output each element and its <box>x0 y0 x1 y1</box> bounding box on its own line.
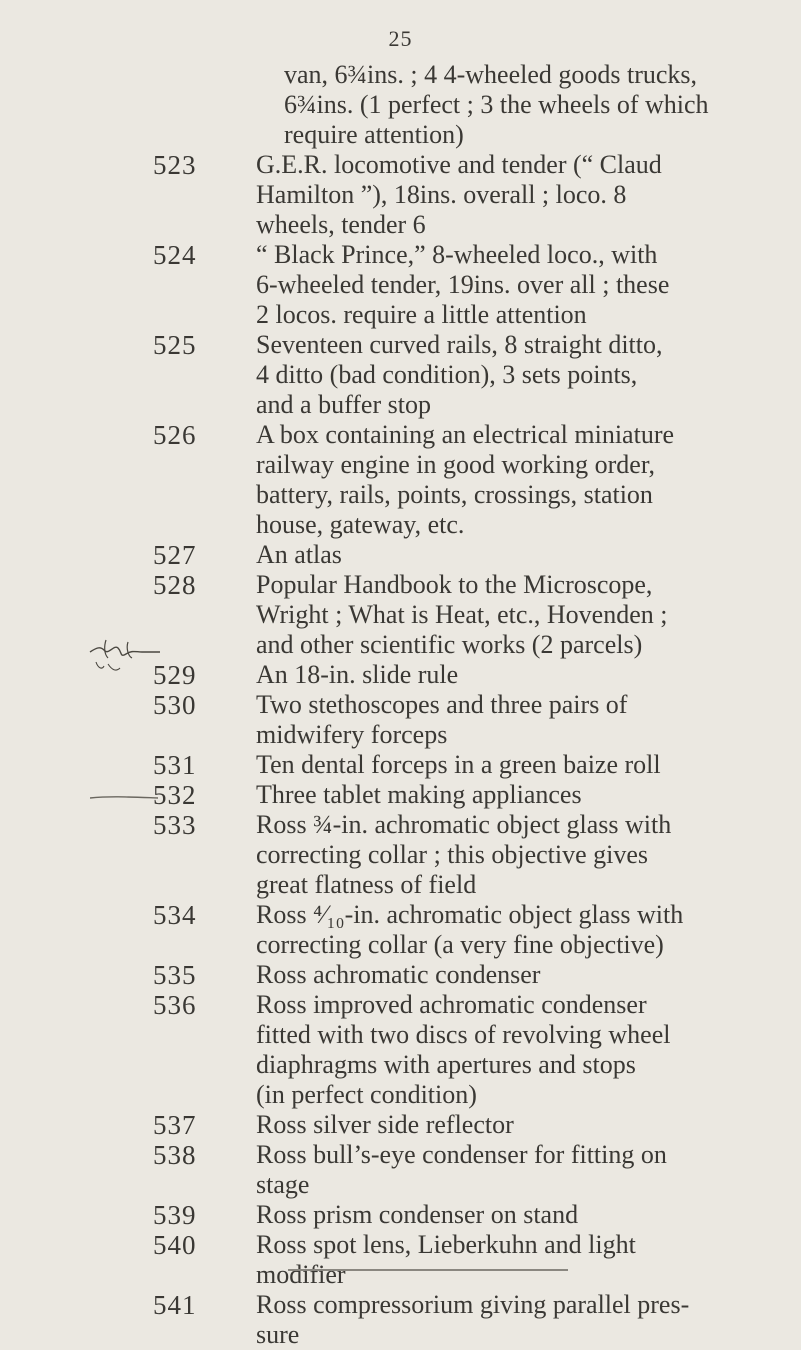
text-line: Ross compressorium giving parallel pres- <box>256 1290 690 1319</box>
lot-description <box>256 690 784 750</box>
lot-description <box>256 960 784 990</box>
lot-number: 526 <box>153 420 197 450</box>
lot-description <box>256 810 784 900</box>
lot-description <box>256 420 784 540</box>
end-rule <box>288 1269 568 1271</box>
text-line: Ross prism condenser on stand <box>256 1200 579 1229</box>
text-line: van, 6¾ins. ; 4 4-wheeled goods trucks, <box>284 60 698 89</box>
lot-number: 539 <box>153 1200 197 1230</box>
lot-description <box>256 1290 784 1350</box>
text-line: Ross bull’s-eye condenser for fitting on <box>256 1140 667 1169</box>
text-line: correcting collar ; this objective gives <box>256 840 649 869</box>
lot-description <box>256 900 784 960</box>
page-number: 25 <box>388 26 413 51</box>
lot-description <box>256 1140 784 1200</box>
text-line: require attention) <box>284 120 464 149</box>
text-line: railway engine in good working order, <box>256 450 655 479</box>
lot-number: 534 <box>153 900 197 930</box>
lot-description <box>256 1230 784 1290</box>
lot-description <box>256 540 784 570</box>
lot-number: 525 <box>153 330 197 360</box>
text-line: Ross achromatic condenser <box>256 960 541 989</box>
lot-description <box>256 330 784 420</box>
text-line: Two stethoscopes and three pairs of <box>256 690 628 719</box>
text-line: Ross ¾-in. achromatic object glass with <box>256 810 672 839</box>
lot-number: 529 <box>153 660 197 690</box>
text-line: modifier <box>256 1260 346 1289</box>
lot-number: 538 <box>153 1140 197 1170</box>
lot-number: 532 <box>153 780 197 810</box>
lot-description <box>256 150 784 240</box>
text-line: midwifery forceps <box>256 720 448 749</box>
lot-number: 533 <box>153 810 197 840</box>
text-line: G.E.R. locomotive and tender (“ Claud <box>256 150 662 179</box>
lot-description <box>256 570 784 660</box>
lot-number: 527 <box>153 540 197 570</box>
text-line: battery, rails, points, crossings, station <box>256 480 653 509</box>
text-line: “ Black Prince,” 8-wheeled loco., with <box>256 240 658 269</box>
continuation-text <box>256 60 784 150</box>
lot-description <box>256 660 784 690</box>
text-line: 4 ditto (bad condition), 3 sets points, <box>256 360 638 389</box>
lot-number: 540 <box>153 1230 197 1260</box>
text-line: Ross improved achromatic condenser <box>256 990 647 1019</box>
text-line: Popular Handbook to the Microscope, <box>256 570 653 599</box>
text-line: 2 locos. require a little attention <box>256 300 587 329</box>
text-line: sure <box>256 1320 300 1349</box>
text-line: house, gateway, etc. <box>256 510 465 539</box>
lot-description <box>256 240 784 330</box>
text-line: Ten dental forceps in a green baize roll <box>256 750 661 779</box>
text-line: 6-wheeled tender, 19ins. over all ; these <box>256 270 670 299</box>
text-line: Ross ⁴⁄₁₀-in. achromatic object glass with <box>256 900 684 929</box>
text-line: and a buffer stop <box>256 390 431 419</box>
margin-sketch <box>88 630 168 680</box>
lot-number: 535 <box>153 960 197 990</box>
text-line: Seventeen curved rails, 8 straight ditto, <box>256 330 663 359</box>
lot-description <box>256 750 784 780</box>
lot-number: 530 <box>153 690 197 720</box>
text-line: wheels, tender 6 <box>256 210 426 239</box>
text-line: correcting collar (a very fine objective) <box>256 930 664 959</box>
text-line: Hamilton ”), 18ins. overall ; loco. 8 <box>256 180 627 209</box>
lot-number: 541 <box>153 1290 197 1320</box>
lot-number: 536 <box>153 990 197 1020</box>
lot-number: 528 <box>153 570 197 600</box>
lot-description <box>256 780 784 810</box>
text-line: fitted with two discs of revolving wheel <box>256 1020 671 1049</box>
text-line: great flatness of field <box>256 870 477 899</box>
lot-description <box>256 990 784 1110</box>
text-line: Three tablet making appliances <box>256 780 582 809</box>
text-line: A box containing an electrical miniature <box>256 420 675 449</box>
text-line: Wright ; What is Heat, etc., Hovenden ; <box>256 600 668 629</box>
text-line: (in perfect condition) <box>256 1080 477 1109</box>
text-line: An atlas <box>256 540 342 569</box>
lot-number: 537 <box>153 1110 197 1140</box>
text-line: diaphragms with apertures and stops <box>256 1050 636 1079</box>
text-line: and other scientific works (2 parcels) <box>256 630 643 659</box>
lot-number: 531 <box>153 750 197 780</box>
text-line: Ross spot lens, Lieberkuhn and light <box>256 1230 636 1259</box>
lot-description <box>256 1110 784 1140</box>
text-line: Ross silver side reflector <box>256 1110 514 1139</box>
text-line: An 18-in. slide rule <box>256 660 459 689</box>
lot-description <box>256 1200 784 1230</box>
text-line: stage <box>256 1170 310 1199</box>
lot-number: 524 <box>153 240 197 270</box>
text-line: 6¾ins. (1 perfect ; 3 the wheels of which <box>284 90 709 119</box>
lot-number: 523 <box>153 150 197 180</box>
margin-pencil-stroke <box>90 790 160 804</box>
